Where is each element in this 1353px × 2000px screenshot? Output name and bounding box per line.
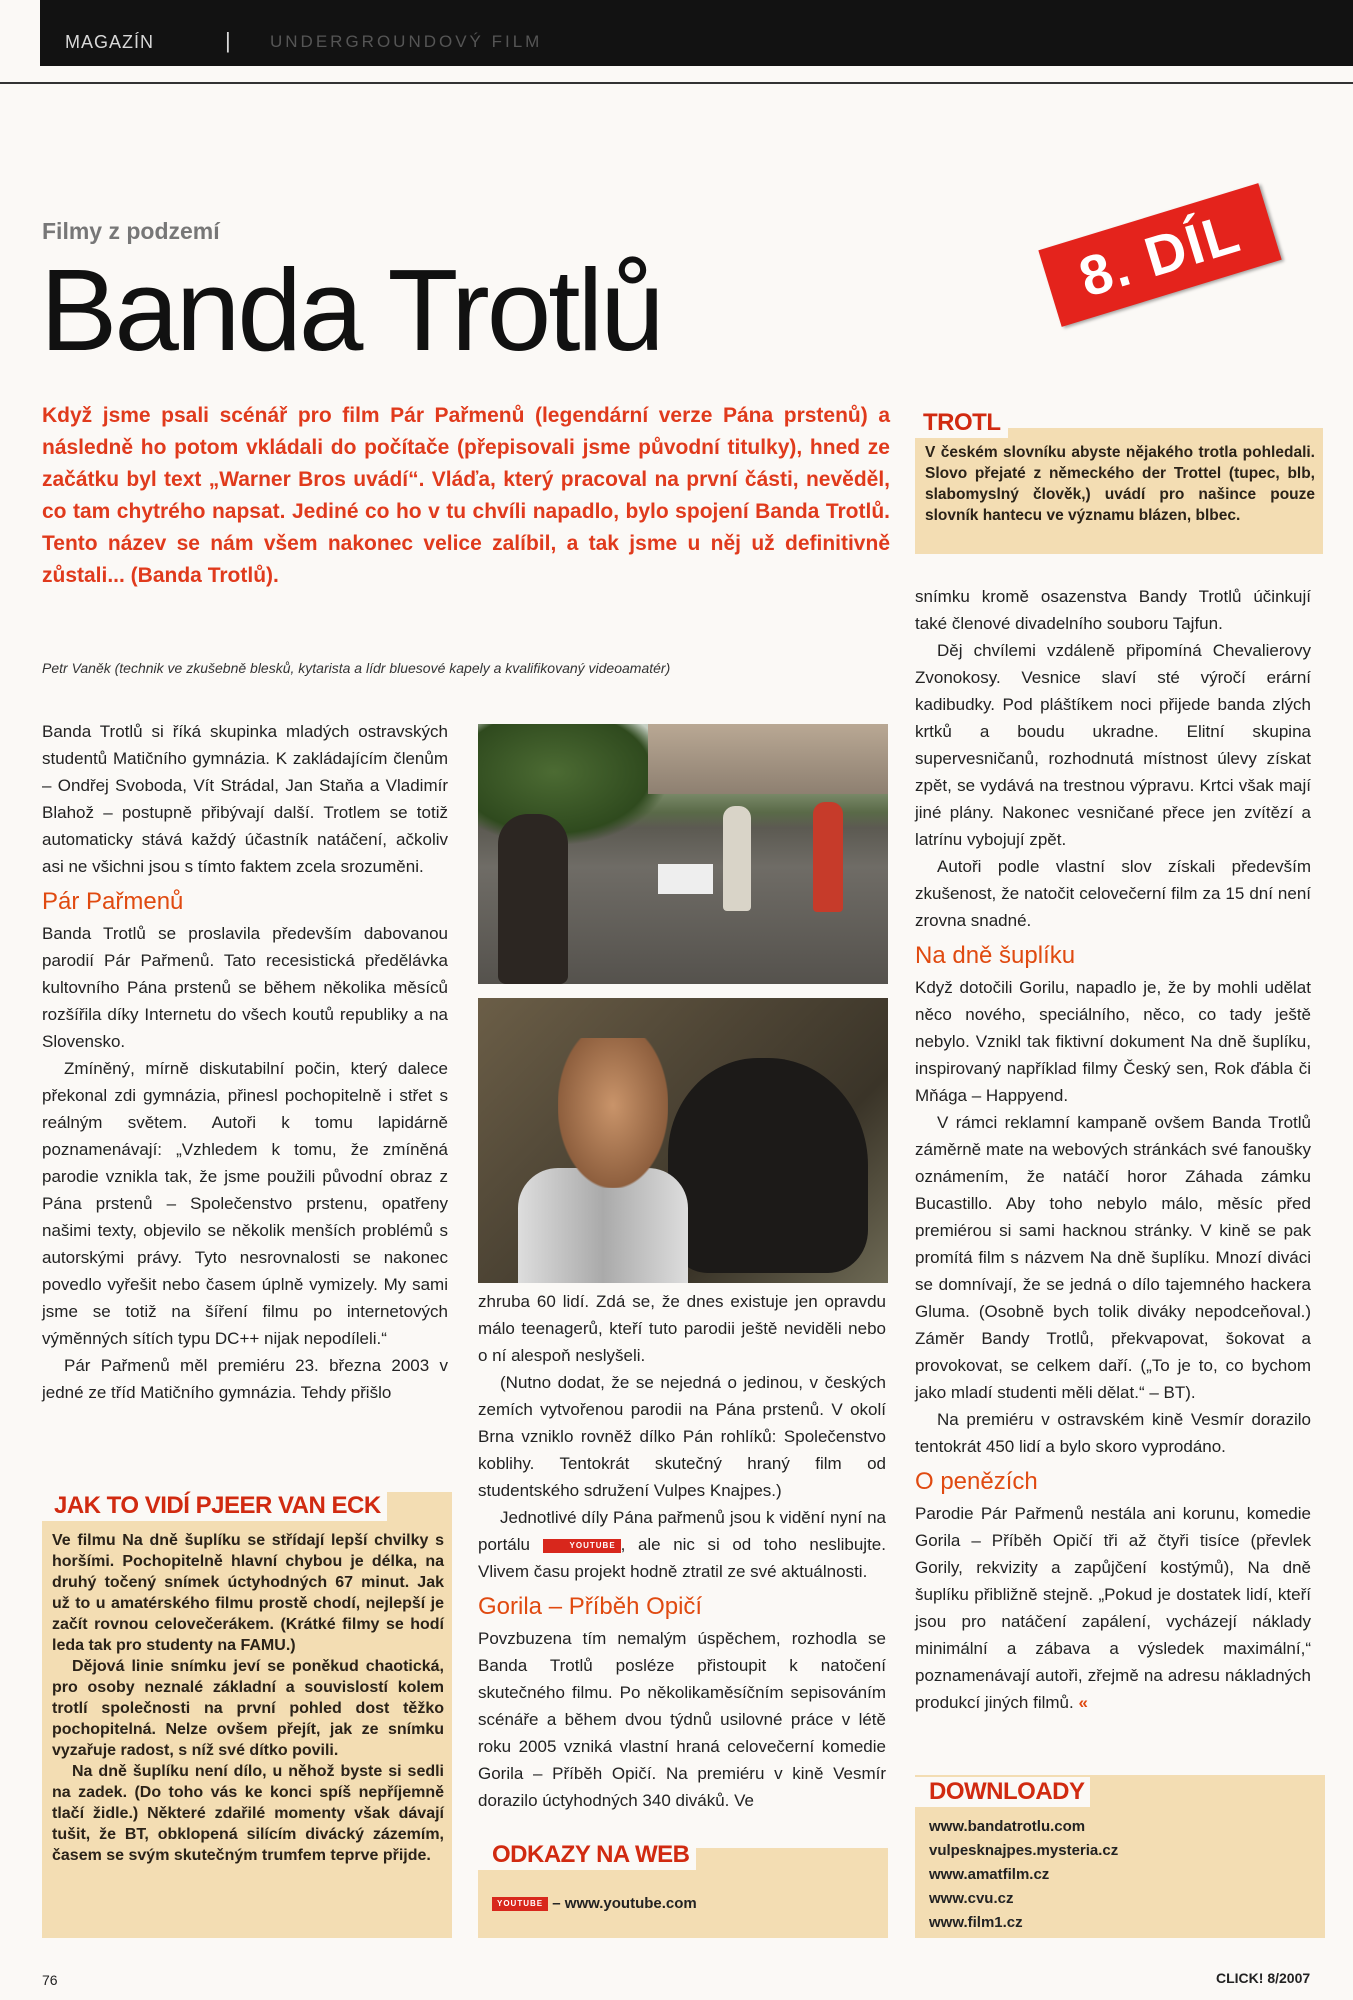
subheading-par-parmenu: Pár Pařmenů xyxy=(42,888,184,915)
header-separator: | xyxy=(225,28,231,53)
photo-building xyxy=(648,724,888,794)
section-label: UNDERGROUNDOVÝ FILM xyxy=(270,32,543,51)
paragraph: (Nutno dodat, že se nejedná o jedinou, v českých zemích vytvořenou parodii na Pána prstenů. V okolí Brna vzniklo rovněž dílko Pán rohlíků: Společenstvo koblihy. Tentokrát skutečný hraný film od studentského sdružení Vulpes Knajpes.) xyxy=(478,1373,886,1500)
subheading-o-penezich: O penězích xyxy=(915,1468,1038,1495)
paragraph xyxy=(478,1504,886,1585)
box-title: ODKAZY NA WEB xyxy=(478,1840,696,1870)
subheading-gorila: Gorila – Příběh Opičí xyxy=(478,1593,703,1620)
box-title: JAK TO VIDÍ PJEER VAN ECK xyxy=(42,1491,387,1521)
paragraph: Když dotočili Gorilu, napadlo je, že by mohli udělat něco nového, speciálního, něco, co tady ještě nebylo. Vznikl tak fiktivní dokument Na dně šuplíku, inspirovaný například filmy Český sen, Rok ďábla či Mňága – Happyend. xyxy=(915,978,1311,1105)
photo-cameraman xyxy=(498,814,568,984)
sidebar-box-links xyxy=(478,1841,888,1938)
paragraph: snímku kromě osazenstva Bandy Trotlů účinkují také členové divadelního souboru Tajfun. xyxy=(915,587,1311,633)
paragraph: zhruba 60 lidí. Zdá se, že dnes existuje jen opravdu málo teenagerů, kteří tuto parodii ještě neviděli nebo o ní alespoň neslyšeli. xyxy=(478,1292,886,1365)
photo-gorilla-scene xyxy=(478,998,888,1283)
photo-film-crew xyxy=(478,724,888,984)
issue-label: CLICK! 8/2007 xyxy=(1216,1970,1311,1986)
column-1 xyxy=(42,718,448,1406)
header-rule xyxy=(0,82,1353,84)
photo-actor xyxy=(813,802,843,912)
download-link[interactable]: www.bandatrotlu.com xyxy=(929,1818,1086,1835)
sidebar-box-trotl xyxy=(915,409,1323,554)
end-mark-icon: « xyxy=(1078,1693,1088,1712)
download-link[interactable]: www.amatfilm.cz xyxy=(929,1866,1050,1883)
download-link[interactable]: www.film1.cz xyxy=(929,1914,1023,1931)
youtube-logo-badge: YOUTUBE xyxy=(543,1539,621,1553)
paragraph: Povzbuzena tím nemalým úspěchem, rozhodla se Banda Trotlů posléze přistoupit k natočení skutečného filmu. Po několikaměsíčním sepisováním scénáře a během dvou týdnů usilovné práce v létě roku 2005 vzniká vlastní hraná celovečerní komedie Gorila – Příběh Opičí. Na premiéru v kině Vesmír dorazilo úctyhodných 340 diváků. Ve xyxy=(478,1629,886,1810)
box-text xyxy=(52,1530,444,1866)
paragraph-text: Parodie Pár Pařmenů nestála ani korunu, komedie Gorila – Příběh Opičí tři až čtyři tisíce (převlek Gorily, rekvizity a zapůjčení kostýmů), Na dně šuplíku přibližně stejně. „Pokud je dostatek lidí, kteří jsou pro natáčení zapálení, vycházejí náklady minimální a zábava a výsledek maximální,“ poznamenávají autoři, zřejmě na adresu nákladných produkcí jiných filmů. xyxy=(915,1504,1311,1712)
paragraph: Banda Trotlů se proslavila především dabovanou parodií Pár Pařmenů. Tato recesistická předělávka kultovního Pána prstenů se během několika měsíců rozšířila díky Internetu do všech koutů republiky a na Slovensko. xyxy=(42,924,448,1051)
youtube-logo-badge: YOUTUBE xyxy=(492,1897,548,1911)
photo-clapperboard xyxy=(658,864,713,894)
photo-gorilla-costume xyxy=(668,1058,868,1273)
paragraph: Pár Pařmenů měl premiéru 23. března 2003 v jedné ze tříd Matičního gymnázia. Tehdy přišlo xyxy=(42,1356,448,1402)
magazine-header-bar xyxy=(40,0,1353,66)
paragraph: Autoři podle vlastní slov získali především zkušenost, že natočit celovečerní film za 15 dní není zrovna snadné. xyxy=(915,857,1311,930)
paragraph xyxy=(915,1500,1311,1716)
article-byline: Petr Vaněk (technik ve zkušebně blesků, kytarista a lídr bluesové kapely a kvalifikovaný videoamatér) xyxy=(42,660,671,676)
box-text: V českém slovníku abyste nějakého trotla pohledali. Slovo přejaté z německého der Trottel (tupec, blb, slabomyslný člověk,) uvádí pro našince pouze slovník hantecu ve významu blázen, blbec. xyxy=(925,444,1315,524)
paragraph: Banda Trotlů si říká skupinka mladých ostravských studentů Matičního gymnázia. K zakládajícím členům – Ondřej Svoboda, Vít Strádal, Jan Staňa a Vladimír Blahož – postupně přibývají další. Trotlem se totiž automaticky stává každý účastník natáčení, ačkoliv asi ne všichni jsou s tímto faktem zcela srozuměni. xyxy=(42,722,448,876)
paragraph: Dějová linie snímku jeví se poněkud chaotická, pro osoby neznalé základní a souvislostí kolem trotlí společnosti na první pohled dost těžko pochopitelná. Nelze ovšem přejít, jak ze snímku vyzařuje radost, s níž své dítko povili. xyxy=(52,1658,444,1759)
paragraph: Na premiéru v ostravském kině Vesmír dorazilo tentokrát 450 lidí a bylo skoro vyprodáno. xyxy=(915,1410,1311,1456)
page-number: 76 xyxy=(42,1972,58,1988)
column-2 xyxy=(478,1288,886,1814)
photo-face xyxy=(558,1038,668,1188)
download-links xyxy=(929,1815,1118,1935)
youtube-link[interactable] xyxy=(492,1895,697,1912)
paragraph: Děj chvílemi vzdáleně připomíná Chevalierovy Zvonokosy. Vesnice slaví sté výročí erární kadibudky. Pod pláštíkem noci přijede banda zlých krtků a boudu ukradne. Elitní skupina supervesničanů, rozhodnutá místnost úlevy získat zpět, se vydává na trestnou výpravu. Krtci však mají jiné plány. Nakonec vesničané přece jen zvítězí a latrínu vybojují zpět. xyxy=(915,641,1311,849)
paragraph-text: Jednotlivé díly Pána pařmenů jsou k vidění nyní na portálu xyxy=(478,1508,886,1554)
paragraph: Na dně šuplíku není dílo, u něhož byste si sedli na zadek. (Do toho vás ke konci spíš nepříjemně tlačí židle.) Některé zdařilé momenty však dávají tušit, že BT, obklopená silícím divácký zázemím, časem se svým skutečným trumfem teprve přijde. xyxy=(52,1763,444,1864)
sidebar-box-downloads xyxy=(915,1775,1325,1938)
part-badge: 8. DÍL xyxy=(1038,183,1281,327)
paragraph: Ve filmu Na dně šuplíku se střídají lepší chvilky s horšími. Pochopitelně hlavní chybou je délka, na druhý točený snímek úctyhodných 67 minut. Jak už to u amatérského filmu prostě chodí, nejlepší je začít rovnou celovečerákem. (Krátké filmy se hodí leda tak pro studenty na FAMU.) xyxy=(52,1532,444,1654)
magazine-label: MAGAZÍN xyxy=(65,32,155,52)
article-title: Banda Trotlů xyxy=(40,245,662,375)
box-title: TROTL xyxy=(915,408,1008,438)
box-title: DOWNLOADY xyxy=(915,1777,1090,1807)
subheading-na-dne-supliku: Na dně šuplíku xyxy=(915,942,1076,969)
link-text: – www.youtube.com xyxy=(552,1895,697,1912)
download-link[interactable]: vulpesknajpes.mysteria.cz xyxy=(929,1842,1119,1859)
article-kicker: Filmy z podzemí xyxy=(42,218,220,244)
article-lead: Když jsme psali scénář pro film Pár Pařmenů (legendární verze Pána prstenů) a následně ho potom vkládali do počítače (přepisovali jsme původní titulky), hned ze začátku byl text „Warner Bros uvádí“. Vláďa, který pracoval na první části, nevěděl, co tam chytrého napsat. Jediné co ho v tu chvíli napadlo, bylo spojení Banda Trotlů. Tento název se nám všem nakonec velice zalíbil, a tak jsme u něj už definitivně zůstali... (Banda Trotlů). xyxy=(42,404,890,587)
download-link[interactable]: www.cvu.cz xyxy=(929,1890,1014,1907)
paragraph-text: , ale nic si od toho neslibujte. Vlivem času projekt hodně ztratil ze své aktuálnosti. xyxy=(478,1535,886,1581)
paragraph: Zmíněný, mírně diskutabilní počin, který dalece překonal zdi gymnázia, přinesl pochopitelně i střet s reálným světem. Autoři k tomu lapidárně poznamenávají: „Vzhledem k tomu, že zmíněná parodie vznikla tak, že jsme použili původní obraz z Pána prstenů – Společenstvo prstenu, opatřeny našimi texty, objevilo se několik menších problémů s autorskými právy. Tyto nesrovnalosti se nakonec povedlo vyřešit nebo časem úplně vymizely. My sami jsme se totiž na šíření filmu po internetových výměnných sítích typu DC++ nijak nepodíleli.“ xyxy=(42,1059,448,1348)
paragraph: V rámci reklamní kampaně ovšem Banda Trotlů záměrně mate na webových stránkách své fanoušky oznámením, že natáčí horor Záhada zámku Bucastillo. Aby toho nebylo málo, měsíc před premiérou si sami hacknou stránky. V kině se pak promítá film s názvem Na dně šuplíku. Mnozí diváci se domnívají, že se jedná o dílo tajemného hackera Gluma. (Osobně bych tolik diváky nepodceňoval.) Záměr Bandy Trotlů, překvapovat, šokovat a provokovat, se celkem daří. („To je to, co bychom jako mladí studenti měli dělat.“ – BT). xyxy=(915,1113,1311,1402)
photo-actor xyxy=(723,806,751,911)
column-3 xyxy=(915,583,1311,1716)
sidebar-box-review xyxy=(42,1492,452,1938)
